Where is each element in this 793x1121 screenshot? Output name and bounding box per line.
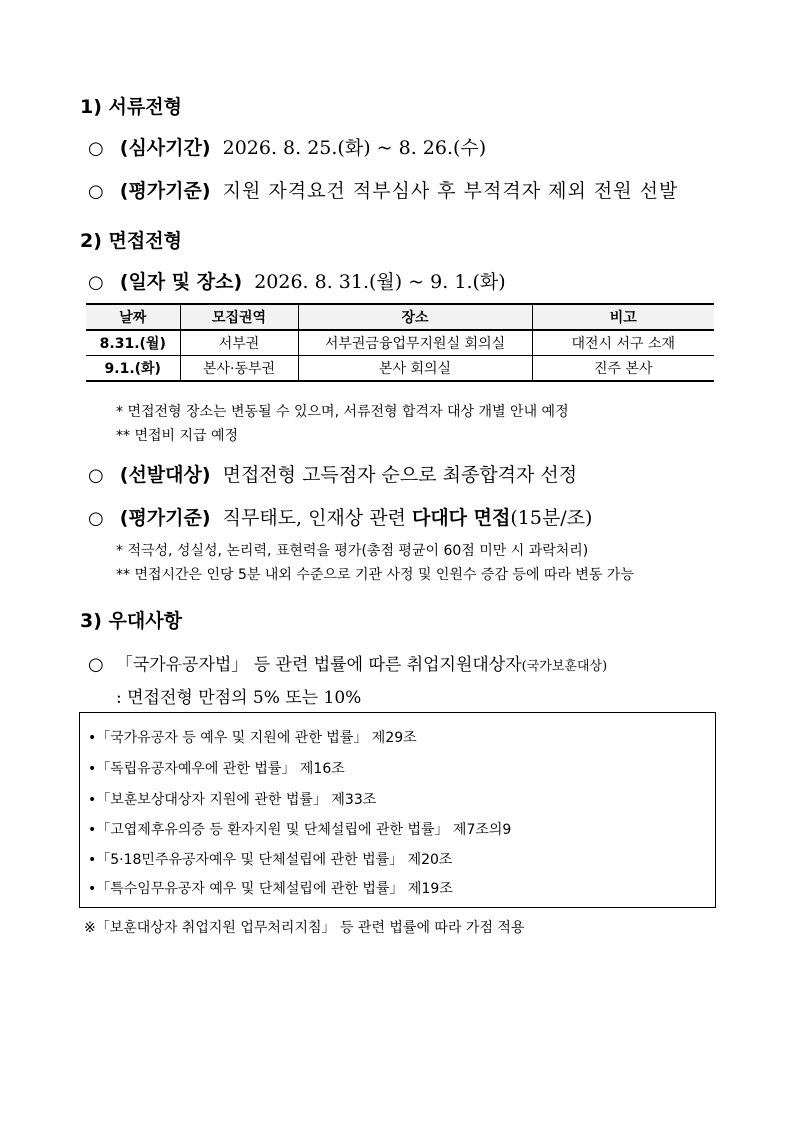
table-cell-date: 9.1.(화) bbox=[86, 356, 180, 382]
preference-text: 「국가유공자법」 등 관련 법률에 따른 취업지원대상자 bbox=[115, 655, 522, 675]
interview-criteria-value: 직무태도, 인재상 관련 bbox=[222, 507, 412, 529]
bullet-icon: ○ bbox=[88, 465, 104, 486]
footnote: ※「보훈대상자 취업지원 업무처리지침」 등 관련 법률에 따라 가점 적용 bbox=[84, 920, 525, 936]
law-item: •「특수임무유공자 예우 및 단체설립에 관한 법률」 제19조 bbox=[88, 881, 453, 897]
table-header-cell: 날짜 bbox=[86, 304, 180, 330]
interview-criteria-item bbox=[88, 503, 592, 530]
section-3-heading: 3) 우대사항 bbox=[80, 610, 182, 632]
interview-schedule-table bbox=[86, 303, 714, 382]
interview-note-4: ** 면접시간은 인당 5분 내외 수준으로 기관 사정 및 인원수 증감 등에 따라 변동 가능 bbox=[116, 567, 634, 583]
interview-note-2: ** 면접비 지급 예정 bbox=[116, 428, 239, 444]
interview-duration: (15분/조) bbox=[510, 507, 593, 529]
section-1-heading: 1) 서류전형 bbox=[80, 96, 182, 118]
interview-date-value: 2026. 8. 31.(월) ~ 9. 1.(화) bbox=[254, 271, 506, 293]
table-header-row bbox=[86, 304, 714, 330]
law-item: •「고엽제후유의증 등 환자지원 및 단체설립에 관한 법률」 제7조의9 bbox=[88, 822, 512, 838]
table-cell-place: 본사 회의실 bbox=[298, 356, 532, 382]
law-item: •「국가유공자 등 예우 및 지원에 관한 법률」 제29조 bbox=[88, 730, 417, 746]
table-cell-note: 대전시 서구 소재 bbox=[532, 330, 714, 356]
table-header-cell: 비고 bbox=[532, 304, 714, 330]
law-item: •「독립유공자예우에 관한 법률」 제16조 bbox=[88, 761, 345, 777]
law-item: •「보훈보상대상자 지원에 관한 법률」 제33조 bbox=[88, 792, 377, 808]
preference-bonus: : 면접전형 만점의 5% 또는 10% bbox=[116, 688, 362, 708]
bullet-icon: ○ bbox=[88, 508, 104, 529]
table-cell-note: 진주 본사 bbox=[532, 356, 714, 382]
section-2-heading: 2) 면접전형 bbox=[80, 230, 182, 252]
selection-target-item bbox=[88, 460, 577, 487]
bullet-icon: ○ bbox=[88, 272, 104, 293]
selection-target-label: (선발대상) bbox=[119, 464, 211, 486]
table-header-cell: 모집권역 bbox=[180, 304, 298, 330]
interview-note-3: * 적극성, 성실성, 논리력, 표현력을 평가(총점 평균이 60점 미만 시 과락처리) bbox=[116, 543, 589, 559]
review-criteria-label: (평가기준) bbox=[119, 180, 211, 202]
review-period-label: (심사기간) bbox=[119, 137, 211, 159]
interview-note-1: * 면접전형 장소는 변동될 수 있으며, 서류전형 합격자 대상 개별 안내 예정 bbox=[116, 404, 569, 420]
laws-box bbox=[79, 712, 716, 908]
interview-criteria-label: (평가기준) bbox=[119, 507, 211, 529]
interview-format-emphasis: 다대다 면접 bbox=[411, 507, 511, 529]
review-period-item bbox=[88, 133, 486, 160]
table-header-cell: 장소 bbox=[298, 304, 532, 330]
review-criteria-item bbox=[88, 176, 678, 203]
law-item: •「5·18민주유공자예우 및 단체설립에 관한 법률」 제20조 bbox=[88, 852, 453, 868]
interview-date-item bbox=[88, 267, 506, 294]
bullet-icon: ○ bbox=[88, 181, 104, 202]
review-period-value: 2026. 8. 25.(화) ~ 8. 26.(수) bbox=[222, 137, 487, 159]
table-row bbox=[86, 330, 714, 356]
interview-date-label: (일자 및 장소) bbox=[119, 271, 243, 293]
table-row bbox=[86, 356, 714, 382]
bullet-icon: ○ bbox=[88, 654, 104, 675]
preference-target: (국가보훈대상) bbox=[521, 659, 608, 674]
table-cell-date: 8.31.(월) bbox=[86, 330, 180, 356]
table-cell-region: 본사·동부권 bbox=[180, 356, 298, 382]
bullet-icon: ○ bbox=[88, 138, 104, 159]
preference-item bbox=[88, 650, 607, 675]
selection-target-value: 면접전형 고득점자 순으로 최종합격자 선정 bbox=[222, 464, 578, 486]
review-criteria-value: 지원 자격요건 적부심사 후 부적격자 제외 전원 선발 bbox=[222, 180, 679, 202]
table-cell-place: 서부권금융업무지원실 회의실 bbox=[298, 330, 532, 356]
table-cell-region: 서부권 bbox=[180, 330, 298, 356]
